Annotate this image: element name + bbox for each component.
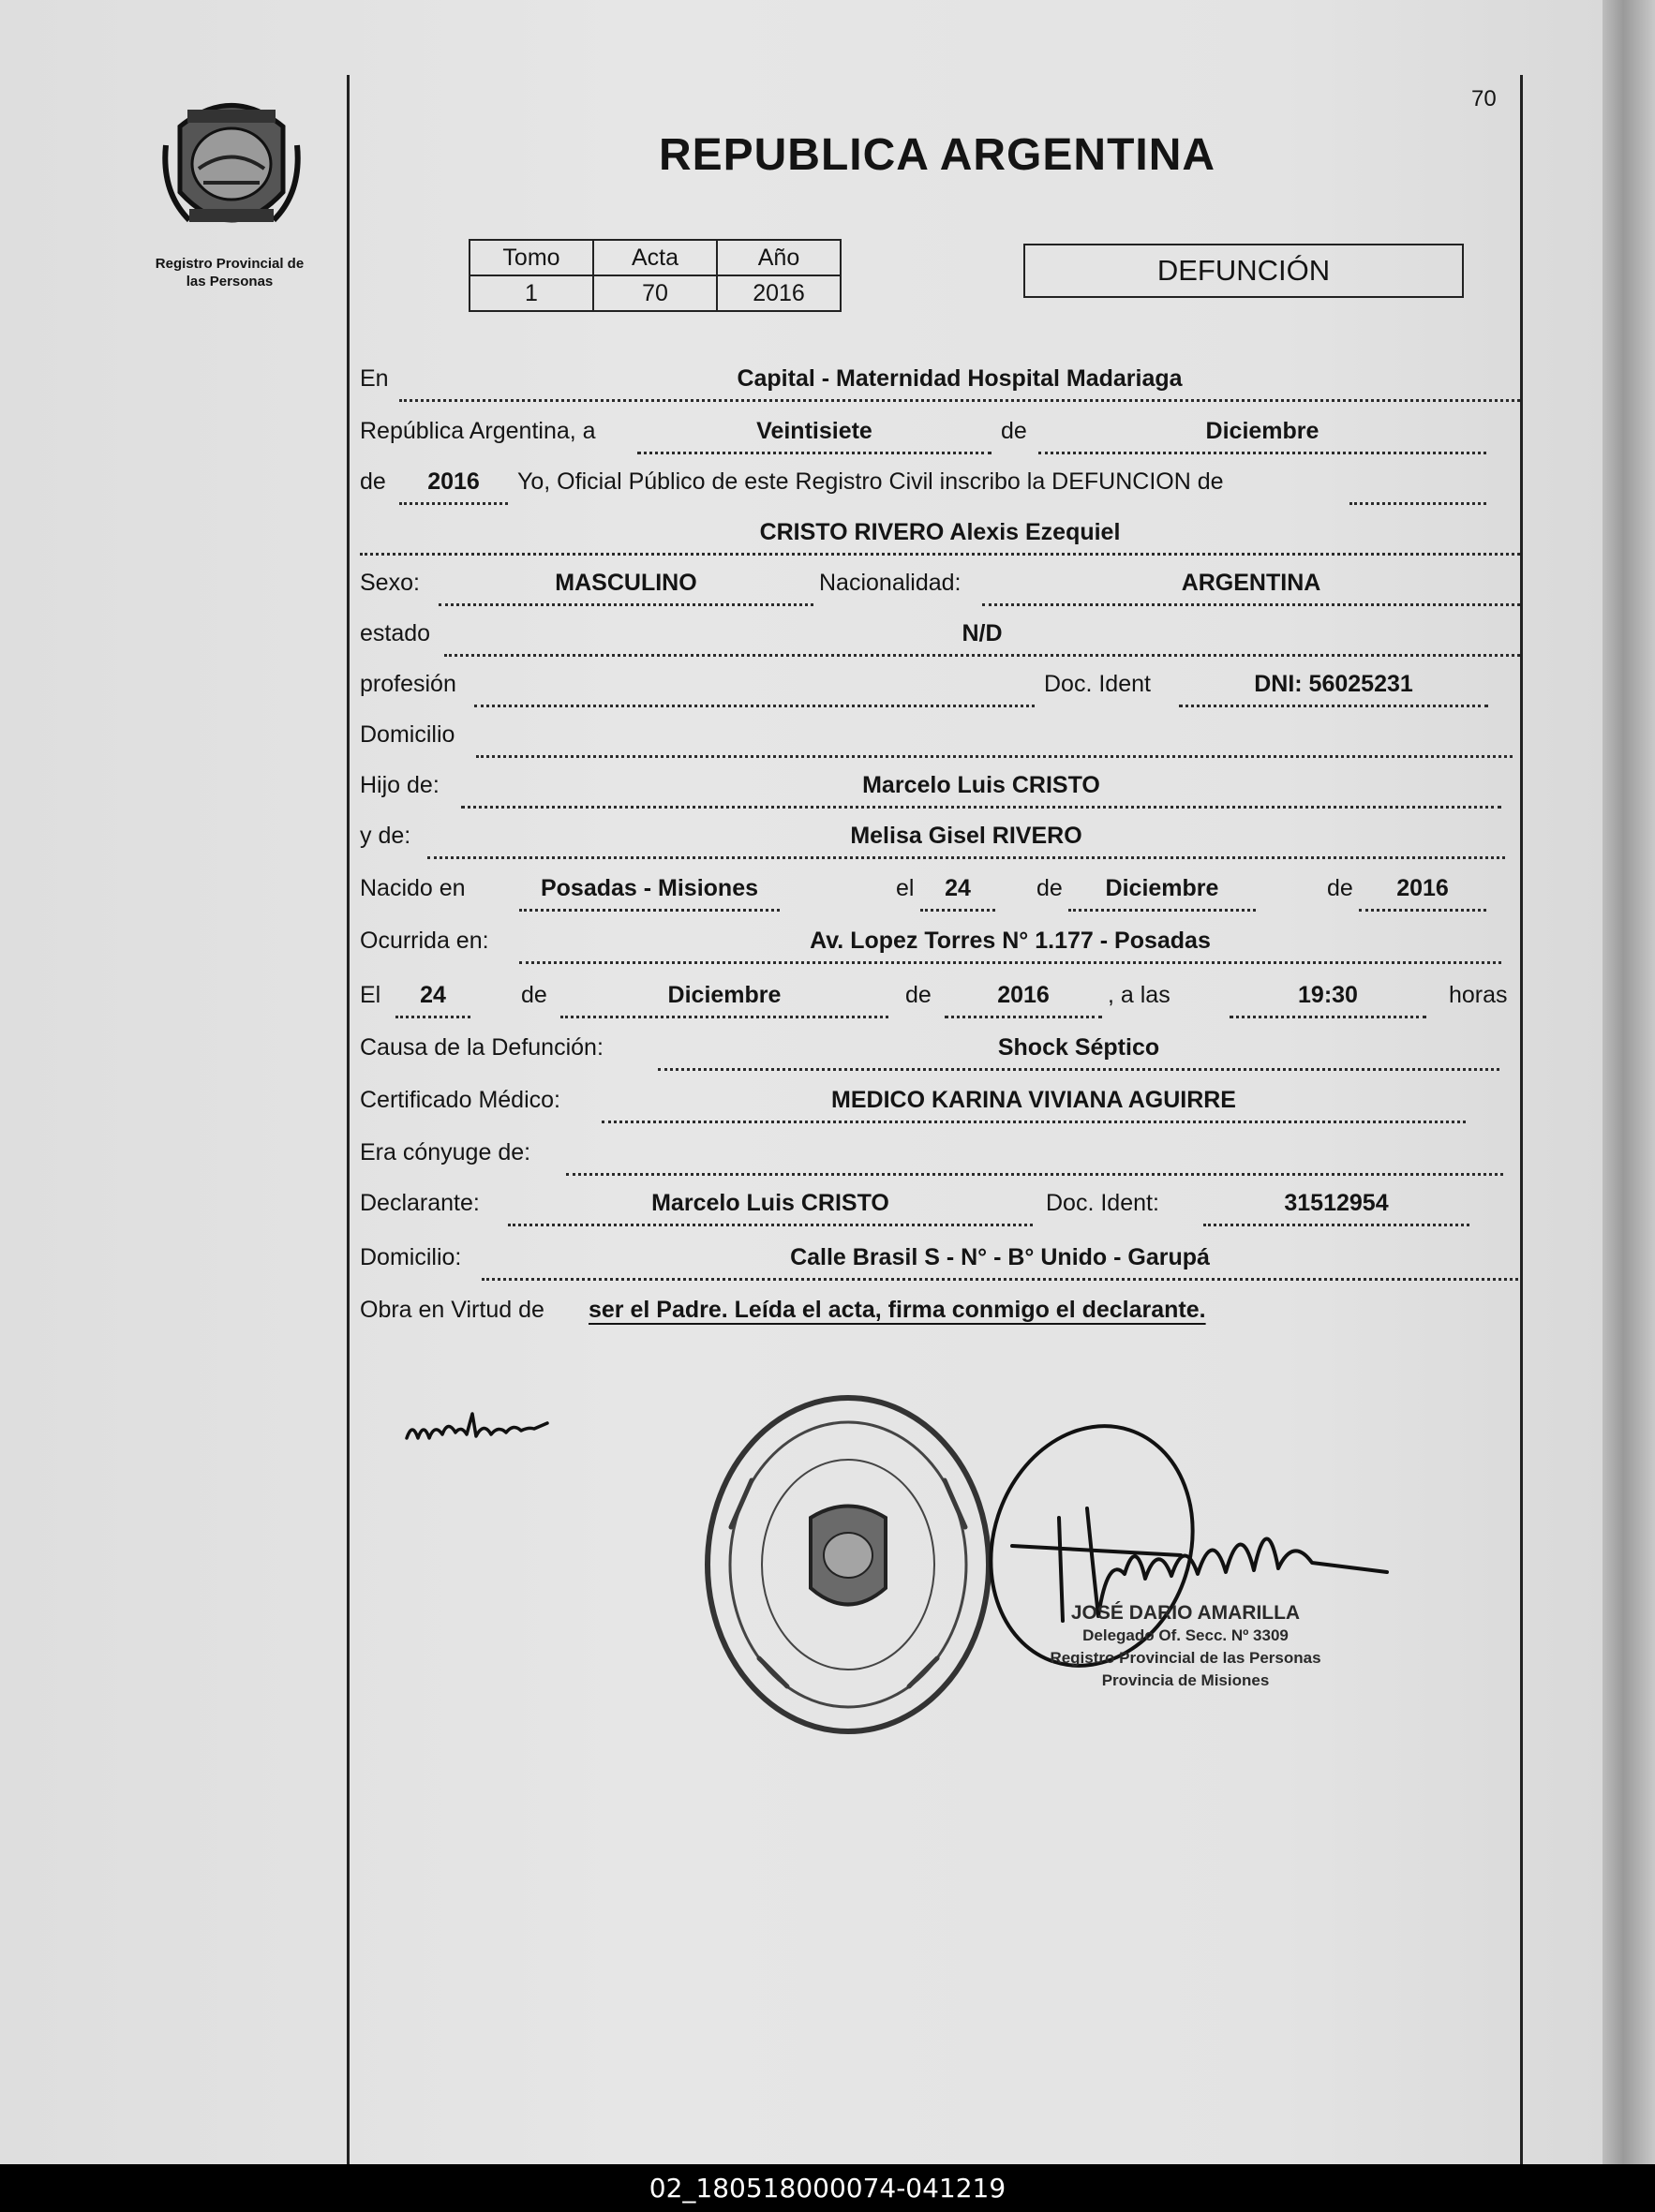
place-field: Capital - Maternidad Hospital Madariaga	[399, 365, 1520, 402]
anio-header: Año	[717, 240, 841, 275]
profesion-field	[474, 671, 1035, 707]
ocurrida-field: Av. Lopez Torres N° 1.177 - Posadas	[519, 928, 1501, 964]
doc-ident-label: Doc. Ident	[1044, 671, 1151, 697]
doc-ident-field: DNI: 56025231	[1179, 671, 1488, 707]
domicilio-label: Domicilio	[360, 721, 455, 748]
padre-field: Marcelo Luis CRISTO	[461, 772, 1501, 809]
causa-label: Causa de la Defunción:	[360, 1034, 604, 1061]
coat-of-arms-logo	[161, 89, 302, 239]
republica-label: República Argentina, a	[360, 418, 596, 444]
nacionalidad-field: ARGENTINA	[982, 570, 1520, 606]
anio-value: 2016	[717, 275, 841, 311]
el-label: el	[896, 875, 915, 901]
official-office: Registro Provincial de las Personas	[1050, 1649, 1321, 1667]
declarant-signature	[403, 1401, 553, 1466]
causa-field: Shock Séptico	[658, 1034, 1499, 1071]
nac-mes-field: Diciembre	[1068, 875, 1256, 912]
decl-doc-label: Doc. Ident:	[1046, 1190, 1159, 1216]
obra-field: ser el Padre. Leída el acta, firma conmigo el declarante.	[589, 1297, 1206, 1323]
de-label-3: de	[1036, 875, 1063, 901]
declarante-label: Declarante:	[360, 1190, 480, 1216]
estado-label: estado	[360, 620, 431, 646]
official-stamp	[1007, 1602, 1364, 1692]
record-type-box	[1023, 244, 1464, 298]
year-row-blank	[1349, 468, 1486, 505]
obra-label: Obra en Virtud de	[360, 1297, 544, 1323]
day-words-field: Veintisiete	[637, 418, 992, 454]
registry-name: Registro Provincial de las Personas	[155, 256, 305, 289]
tomo-header: Tomo	[470, 240, 593, 275]
hora-field: 19:30	[1230, 982, 1426, 1018]
official-role: Delegado Of. Secc. Nº 3309	[1082, 1626, 1289, 1644]
page-number: 70	[1471, 86, 1497, 111]
nacido-lugar-field: Posadas - Misiones	[519, 875, 780, 912]
official-province: Provincia de Misiones	[1101, 1671, 1270, 1689]
right-margin-line	[1520, 75, 1523, 2164]
left-margin-line	[347, 75, 350, 2164]
footer-bar	[0, 2164, 1655, 2212]
de-label: de	[1001, 418, 1027, 444]
hijo-de-label: Hijo de:	[360, 772, 440, 798]
conyuge-field	[566, 1139, 1503, 1176]
decl-domicilio-field: Calle Brasil S - N° - B° Unido - Garupá	[482, 1244, 1518, 1281]
deceased-name-field: CRISTO RIVERO Alexis Ezequiel	[360, 519, 1520, 556]
madre-field: Melisa Gisel RIVERO	[427, 823, 1505, 859]
nacido-label: Nacido en	[360, 875, 466, 901]
def-mes-field: Diciembre	[560, 982, 888, 1018]
page-title: REPUBLICA ARGENTINA	[658, 130, 1216, 180]
record-type: DEFUNCIÓN	[1156, 254, 1331, 287]
month-field: Diciembre	[1038, 418, 1486, 454]
year-field: 2016	[399, 468, 508, 505]
tomo-value: 1	[470, 275, 593, 311]
scan-edge	[1603, 0, 1655, 2164]
y-de-label: y de:	[360, 823, 411, 849]
profesion-label: profesión	[360, 671, 456, 697]
declarante-field: Marcelo Luis CRISTO	[508, 1190, 1033, 1226]
inscribe-text: Yo, Oficial Público de este Registro Civil inscribo la DEFUNCION de	[517, 468, 1224, 495]
a-las-label: , a las	[1108, 982, 1170, 1008]
nac-dia-field: 24	[920, 875, 995, 912]
en-label: En	[360, 365, 389, 392]
acta-value: 70	[593, 275, 717, 311]
nac-anio-field: 2016	[1359, 875, 1486, 912]
estado-field: N/D	[444, 620, 1520, 657]
decl-domicilio-label: Domicilio:	[360, 1244, 462, 1270]
domicilio-field	[476, 721, 1513, 758]
decl-doc-field: 31512954	[1203, 1190, 1469, 1226]
sexo-field: MASCULINO	[439, 570, 813, 606]
official-name: JOSÉ DARIO AMARILLA	[1070, 1602, 1301, 1624]
de-label-4: de	[1327, 875, 1353, 901]
de-label-2: de	[360, 468, 386, 495]
conyuge-label: Era cónyuge de:	[360, 1139, 531, 1165]
reference-table	[469, 239, 842, 312]
de-label-6: de	[905, 982, 932, 1008]
def-dia-field: 24	[395, 982, 470, 1018]
certificado-field: MEDICO KARINA VIVIANA AGUIRRE	[602, 1087, 1466, 1123]
def-anio-field: 2016	[945, 982, 1102, 1018]
ocurrida-label: Ocurrida en:	[360, 928, 489, 954]
footer-id: 02_180518000074-041219	[649, 2173, 1006, 2204]
sexo-label: Sexo:	[360, 570, 420, 596]
acta-header: Acta	[593, 240, 717, 275]
horas-label: horas	[1449, 982, 1508, 1008]
el-label-2: El	[360, 982, 381, 1008]
certificado-label: Certificado Médico:	[360, 1087, 560, 1113]
nacionalidad-label: Nacionalidad:	[819, 570, 962, 596]
de-label-5: de	[521, 982, 547, 1008]
